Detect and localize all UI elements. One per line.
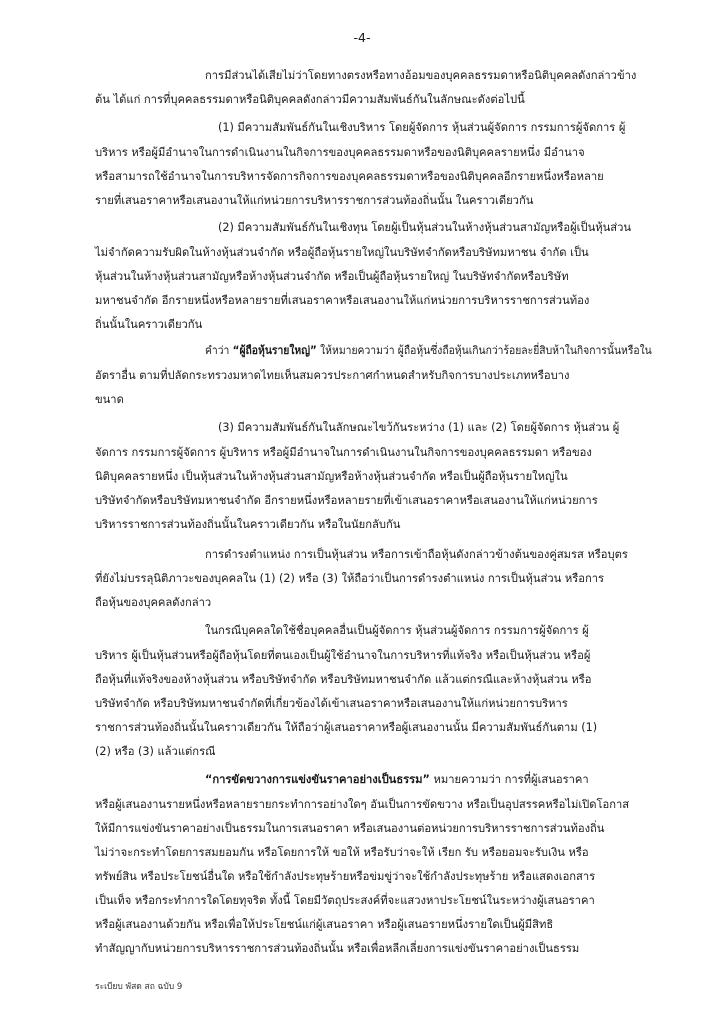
text-line: เป็นเท็จ หรือกระทำการใดโดยทุจริต ทั้งนี้ โดยมีวัตถุประสงค์ที่จะแสวงหาประโยชน์ในระหว่างผู้เสนอราคา [95, 894, 595, 907]
text-line: การดำรงตำแหน่ง การเป็นหุ้นส่วน หรือการเข้าถือหุ้นดังกล่าวข้างต้นของคู่สมรส หรือบุตร [205, 548, 628, 561]
text-line: (3) มีความสัมพันธ์กันในลักษณะไขว้กันระหว่าง (1) และ (2) โดยผู้จัดการ หุ้นส่วน ผู้ [218, 421, 620, 434]
definition-prefix: คำว่า [205, 344, 230, 357]
text-line: ที่ยังไม่บรรลุนิติภาวะของบุคคลใน (1) (2) หรือ (3) ให้ถือว่าเป็นการดำรงตำแหน่ง การเป็นหุ้นส่วน หรือการ [95, 572, 605, 585]
text-line: (2) หรือ (3) แล้วแต่กรณี [95, 745, 216, 758]
text-line: ถือหุ้นที่แท้จริงของห้างหุ้นส่วน หรือบริษัทจำกัด หรือบริษัทมหาชนจำกัด แล้วแต่กรณีและห้างหุ้นส่วน หรือ [95, 673, 592, 686]
page-footer: ระเบียบ พัสด สถ ฉบับ 9 [95, 982, 183, 992]
text-line: บริหารราชการส่วนท้องถิ่นนั้นในคราวเดียวกัน หรือในนัยกลับกัน [95, 518, 401, 531]
definition-line: คำว่า “ผู้ถือหุ้นรายใหญ่” ให้หมายความว่า ผู้ถือหุ้นซึ่งถือหุ้นเกินกว่าร้อยละยี่สิบห้าในกิจการนั้นหรือใน [205, 344, 652, 357]
text-line: (2) มีความสัมพันธ์กันในเชิงทุน โดยผู้เป็นหุ้นส่วนในห้างหุ้นส่วนสามัญหรือผู้เป็นหุ้นส่วน [218, 221, 632, 234]
text-line: ถือหุ้นของบุคคลดังกล่าว [95, 596, 212, 609]
text-line: หรือผู้เสนองานรายหนึ่งหรือหลายรายกระทำการอย่างใดๆ อันเป็นการขัดขวาง หรือเป็นอุปสรรคหรือไม่เปิดโอกาส [95, 798, 630, 811]
defined-term-major-shareholder: “ผู้ถือหุ้นรายใหญ่” [232, 344, 317, 357]
text-line: ในกรณีบุคคลใดใช้ชื่อบุคคลอื่นเป็นผู้จัดการ หุ้นส่วนผู้จัดการ กรรมการผู้จัดการ ผู้ [205, 624, 589, 637]
page-number: -4- [353, 30, 371, 45]
text-line: มหาชนจำกัด อีกรายหนึ่งหรือหลายรายที่เสนอราคาหรือเสนองานให้แก่หน่วยการบริหารราชการส่วนท้อง [95, 294, 590, 307]
text-line: หุ้นส่วนในห้างหุ้นส่วนสามัญหรือห้างหุ้นส่วนจำกัด หรือเป็นผู้ถือหุ้นรายใหญ่ ในบริษัทจำกัดหรือบริษัท [95, 270, 569, 283]
text-line: รายที่เสนอราคาหรือเสนองานให้แก่หน่วยการบริหารราชการส่วนท้องถิ่นนั้น ในคราวเดียวกัน [95, 194, 534, 207]
text-line: ถิ่นนั้นในคราวเดียวกัน [95, 318, 203, 331]
text-line: นิติบุคคลรายหนึ่ง เป็นหุ้นส่วนในห้างหุ้นส่วนสามัญหรือห้างหุ้นส่วนจำกัด หรือเป็นผู้ถือหุ้นรายใหญ่ใน [95, 470, 568, 483]
text-line: การมีส่วนได้เสียไม่ว่าโดยทางตรงหรือทางอ้อมของบุคคลธรรมดาหรือนิติบุคคลดังกล่าวข้าง [205, 69, 637, 82]
text-line: จัดการ กรรมการผู้จัดการ ผู้บริหาร หรือผู้มีอำนาจในการดำเนินงานในกิจการของบุคคลธรรมดา หรือของ [95, 446, 592, 459]
text-line: ราชการส่วนท้องถิ่นนั้นในคราวเดียวกัน ให้ถือว่าผู้เสนอราคาหรือผู้เสนองานนั้น มีความสัมพันธ์กันตาม (1) [95, 721, 598, 734]
text-line: ไม่จำกัดความรับผิดในห้างหุ้นส่วนจำกัด หรือผู้ถือหุ้นรายใหญ่ในบริษัทจำกัดหรือบริษัทมหาชน จำกัด เป็น [95, 246, 589, 259]
text-line: ทำสัญญากับหน่วยการบริหารราชการส่วนท้องถิ่นนั้น หรือเพื่อหลีกเลี่ยงการแข่งขันราคาอย่างเป็นธรรม [95, 942, 580, 955]
text-line: บริษัทจำกัด หรือบริษัทมหาชนจำกัดที่เกี่ยวข้องได้เข้าเสนอราคาหรือเสนองานให้แก่หน่วยการบริหาร [95, 697, 568, 710]
text-line: หรือสามารถใช้อำนาจในการบริหารจัดการกิจการของบุคคลธรรมดาหรือของนิติบุคคลอีกรายหนึ่งหรือหลาย [95, 170, 604, 183]
text-line: อัตราอื่น ตามที่ปลัดกระทรวงมหาดไทยเห็นสมควรประกาศกำหนดสำหรับกิจการบางประเภทหรือบาง [95, 369, 570, 382]
text-line: ให้มีการแข่งขันราคาอย่างเป็นธรรมในการเสนอราคา หรือเสนองานต่อหน่วยการบริหารราชการส่วนท้องถิ่น [95, 822, 605, 835]
text-line: บริษัทจำกัดหรือบริษัทมหาชนจำกัด อีกรายหนึ่งหรือหลายรายที่เข้าเสนอราคาหรือเสนองานให้แก่หน่วยการ [95, 494, 598, 507]
definition-line: “การขัดขวางการแข่งขันราคาอย่างเป็นธรรม” หมายความว่า การที่ผู้เสนอราคา [205, 773, 589, 786]
text-line: หรือผู้เสนองานด้วยกัน หรือเพื่อให้ประโยชน์แก่ผู้เสนอราคา หรือผู้เสนอรายหนึ่งรายใดเป็นผู้มีสิทธิ [95, 918, 554, 931]
text-line: ทรัพย์สิน หรือประโยชน์อื่นใด หรือใช้กำลังประทุษร้ายหรือข่มขู่ว่าจะใช้กำลังประทุษร้าย หรือแสดงเอกสาร [95, 870, 596, 883]
text-line: ขนาด [95, 393, 124, 406]
text-line: ต้น ได้แก่ การที่บุคคลธรรมดาหรือนิติบุคคลดังกล่าวมีความสัมพันธ์กันในลักษณะดังต่อไปนี้ [95, 93, 525, 106]
text-line: ไม่ว่าจะกระทำโดยการสมยอมกัน หรือโดยการให้ ขอให้ หรือรับว่าจะให้ เรียก รับ หรือยอมจะรับเงิน หรือ [95, 846, 589, 859]
text-line: บริหาร หรือผู้มีอำนาจในการดำเนินงานในกิจการของบุคคลธรรมดาหรือของนิติบุคคลรายหนึ่ง มีอำนาจ [95, 146, 585, 159]
text-line: บริหาร ผู้เป็นหุ้นส่วนหรือผู้ถือหุ้นโดยที่ตนเองเป็นผู้ใช้อำนาจในการบริหารที่แท้จริง หรือเป็นหุ้นส่วน หรือผู้ [95, 649, 591, 662]
text-line: (1) มีความสัมพันธ์กันในเชิงบริหาร โดยผู้จัดการ หุ้นส่วนผู้จัดการ กรรมการผู้จัดการ ผู้ [218, 121, 626, 134]
defined-term-bid-obstruction: “การขัดขวางการแข่งขันราคาอย่างเป็นธรรม” [205, 773, 430, 786]
